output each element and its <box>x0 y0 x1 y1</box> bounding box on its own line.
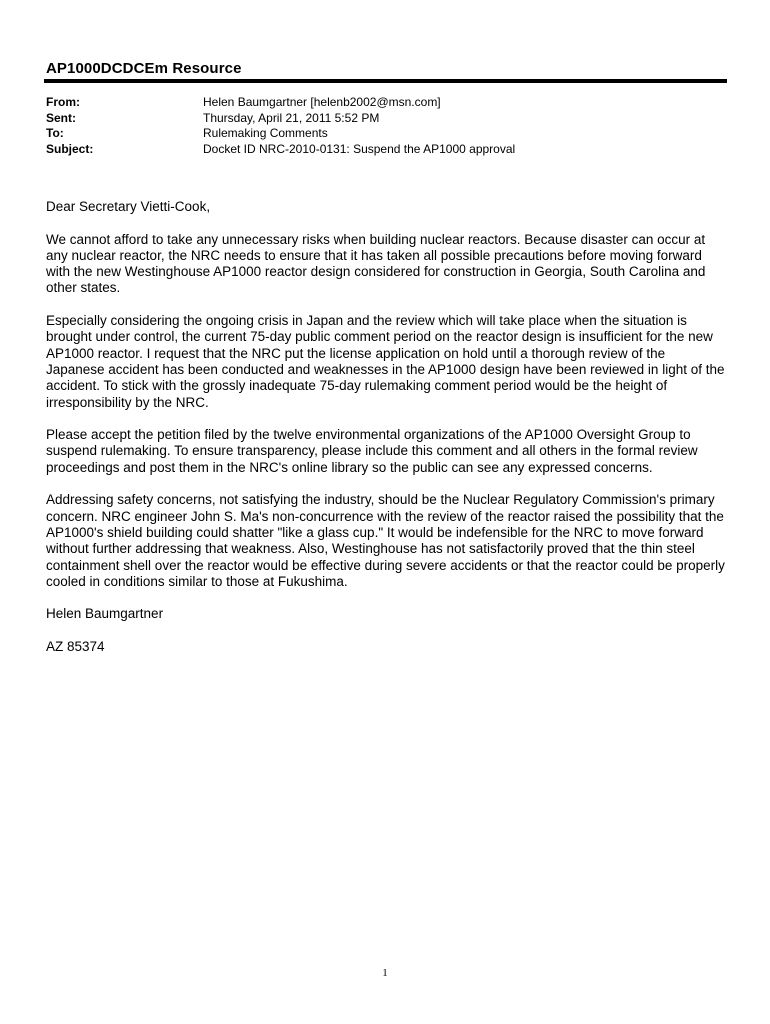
header-sent-value: Thursday, April 21, 2011 5:52 PM <box>203 110 380 125</box>
title-divider <box>44 79 727 83</box>
header-sent-label: Sent: <box>46 110 76 125</box>
salutation: Dear Secretary Vietti-Cook, <box>46 199 211 214</box>
letter-body <box>46 199 726 672</box>
header-to-row <box>46 126 515 142</box>
body-paragraph-2: Especially considering the ongoing crisis in Japan and the review which will take place when the situation is brought under control, the current 75-day public comment period on the reactor design is insufficient for the new AP1000 reactor. I request that the NRC put the license application on hold until a thorough review of the Japanese accident has been conducted and weaknesses in the AP1000 design have been reviewed in light of the accident. To stick with the grossly inadequate 75-day rulemaking comment period would be the height of irresponsibility by the NRC. <box>46 313 725 410</box>
header-from-value: Helen Baumgartner [helenb2002@msn.com] <box>203 95 441 109</box>
signature-name: Helen Baumgartner <box>46 606 164 622</box>
header-from-row <box>46 95 515 111</box>
body-paragraph-1: We cannot afford to take any unnecessary risks when building nuclear reactors. Because disaster can occur at any nuclear reactor, the NRC needs to ensure that it has taken all possible precautions before moving forward with the new Westinghouse AP1000 reactor design considered for construction in Georgia, South Carolina and other states. <box>46 231 706 296</box>
page-number: 1 <box>382 967 388 979</box>
header-sent-row <box>46 111 515 127</box>
header-from-label: From: <box>46 95 80 109</box>
header-subject-label: Subject: <box>46 141 94 156</box>
document-title: AP1000DCDCEm Resource <box>46 60 242 77</box>
body-paragraph-4: Addressing safety concerns, not satisfying the industry, should be the Nuclear Regulatory Commission's primary concern. NRC engineer John S. Ma's non-concurrence with the review of the reactor raised the possibility that the AP1000's shield building could shatter "like a glass cup." It would be indefensible for the NRC to move forward without further addressing that weakness. Also, Westinghouse has not satisfactorily proved that the thin steel containment shell over the reactor would be effective during severe accidents or that the reactor could be properly cooled in conditions similar to those at Fukushima. <box>46 492 725 589</box>
body-paragraph-3: Please accept the petition filed by the twelve environmental organizations of the AP1000 Oversight Group to suspend rulemaking. To ensure transparency, please include this comment and all others in the formal review proceedings and post them in the NRC's online library so the public can see any expressed concerns. <box>46 427 698 475</box>
header-to-value: Rulemaking Comments <box>203 126 328 140</box>
header-subject-row <box>46 142 515 158</box>
signature-location: AZ 85374 <box>46 639 105 655</box>
header-subject-value: Docket ID NRC-2010-0131: Suspend the AP1000 approval <box>203 141 516 156</box>
header-to-label: To: <box>46 126 64 140</box>
email-headers <box>46 95 515 157</box>
